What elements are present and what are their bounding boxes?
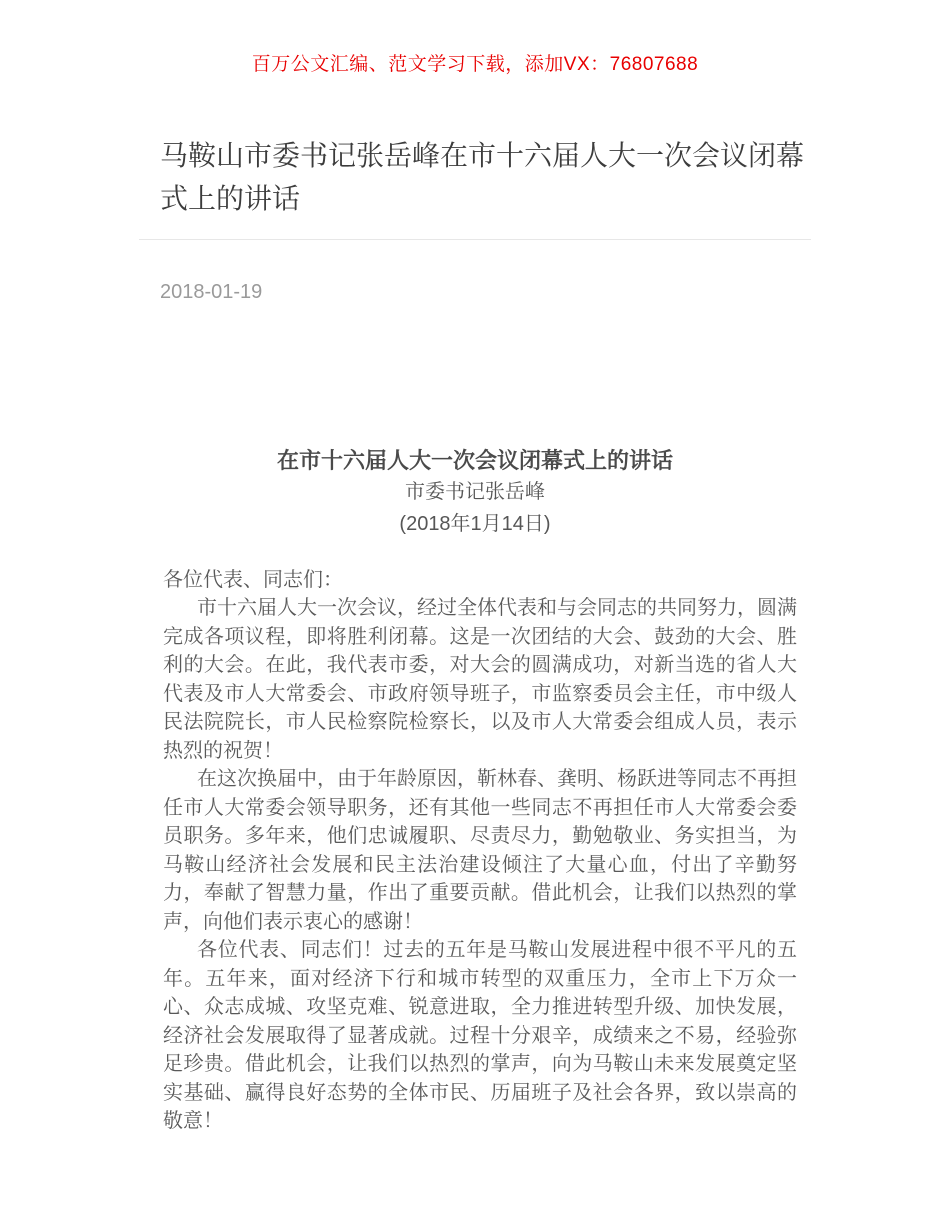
paragraph: 市十六届人大一次会议，经过全体代表和与会同志的共同努力，圆满完成各项议程，即将胜利闭幕。这是一次团结的大会、鼓劲的大会、胜利的大会。在此，我代表市委，对大会的圆满成功，对新当选的省人大代表及市人大常委会、市政府领导班子，市监察委员会主任，市中级人民法院院长，市人民检察院检察长，以及市人大常委会组成人员，表示热烈的祝贺！ <box>163 597 797 762</box>
document-dateline: (2018年1月14日) <box>399 512 551 535</box>
article-container <box>139 134 811 1136</box>
document-title: 在市十六届人大一次会议闭幕式上的讲话 <box>276 447 673 473</box>
paragraph: 各位代表、同志们！过去的五年是马鞍山发展进程中很不平凡的五年。五年来，面对经济下行和城市转型的双重压力，全市上下万众一心、众志成城、攻坚克难、锐意进取，全力推进转型升级、加快发展，经济社会发展取得了显著成就。过程十分艰辛，成绩来之不易，经验弥足珍贵。借此机会，让我们以热烈的掌声，向为马鞍山未来发展奠定坚实基础、赢得良好态势的全体市民、历届班子及社会各界，致以崇高的敬意！ <box>163 939 797 1133</box>
document-header <box>139 446 811 540</box>
promo-banner: 百万公文汇编、范文学习下载，添加VX：76807688 <box>251 54 699 75</box>
document-author: 市委书记张岳峰 <box>405 480 545 503</box>
publish-date: 2018-01-19 <box>160 280 263 303</box>
paragraph: 在这次换届中，由于年龄原因，靳林春、龚明、杨跃进等同志不再担任市人大常委会领导职务，还有其他一些同志不再担任市人大常委会委员职务。多年来，他们忠诚履职、尽责尽力，勤勉敬业、务实担当，为马鞍山经济社会发展和民主法治建设倾注了大量心血，付出了辛勤努力，奉献了智慧力量，作出了重要贡献。借此机会，让我们以热烈的掌声，向他们表示衷心的感谢！ <box>163 768 797 933</box>
document-body <box>163 566 797 1136</box>
salutation: 各位代表、同志们： <box>163 568 343 591</box>
title-divider <box>139 239 811 240</box>
article-title: 马鞍山市委书记张岳峰在市十六届人大一次会议闭幕式上的讲话 <box>160 140 805 214</box>
